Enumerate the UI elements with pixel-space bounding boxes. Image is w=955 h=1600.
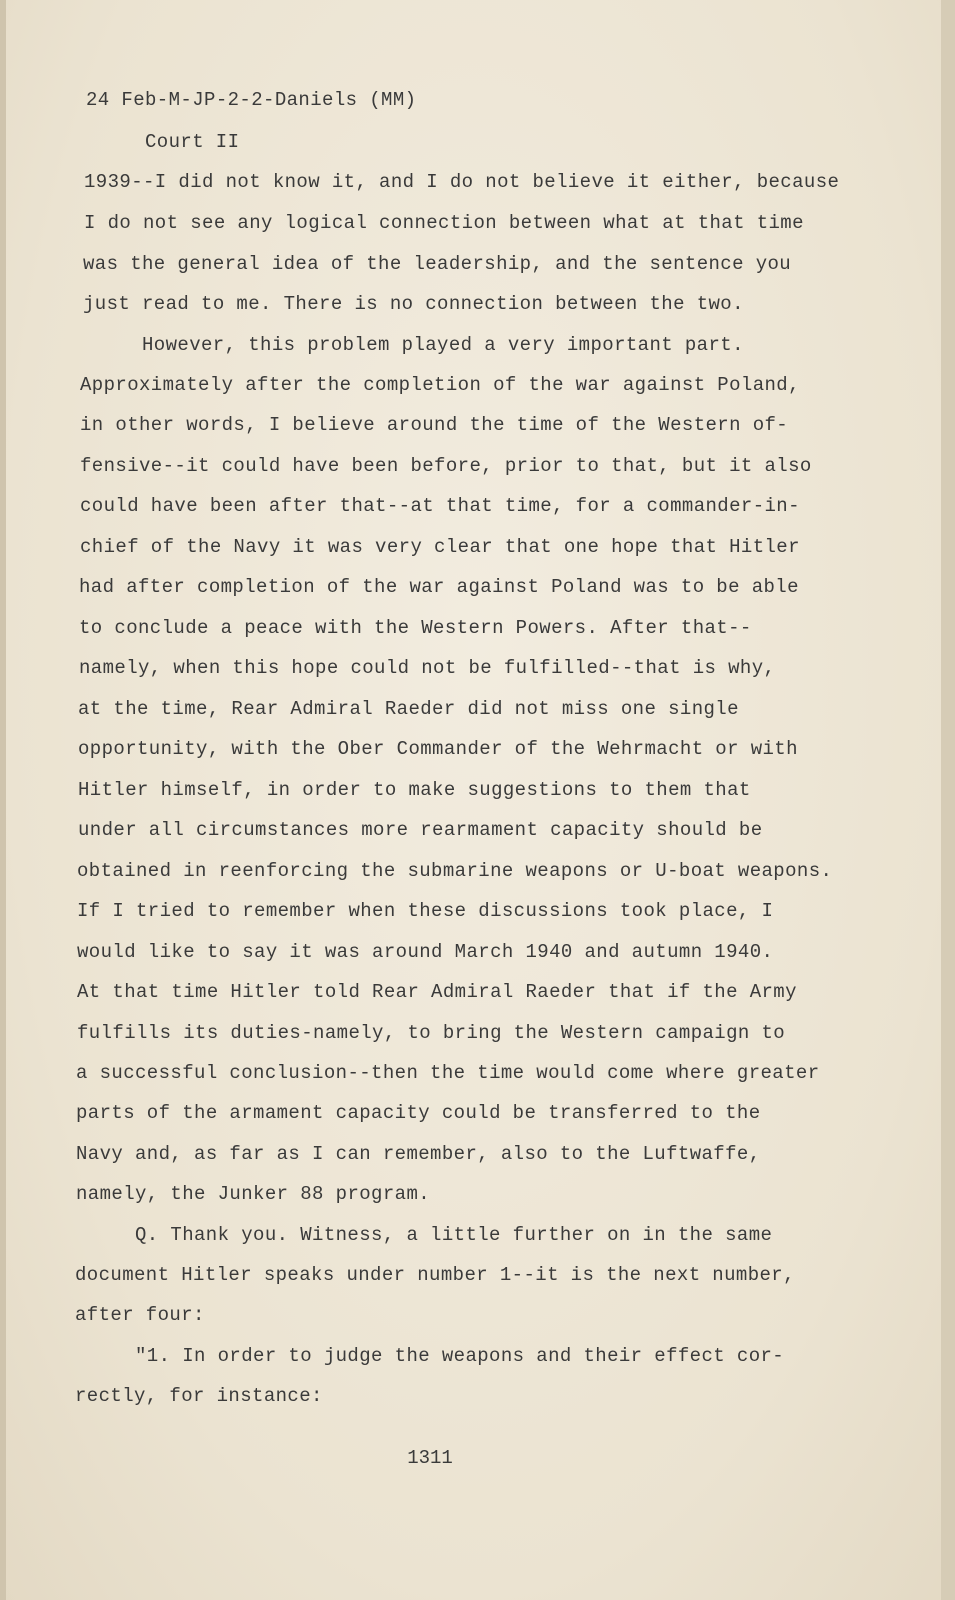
- page-right-edge: [941, 0, 955, 1600]
- body-line: obtained in reenforcing the submarine weapons or U-boat weapons.: [77, 860, 833, 882]
- body-line: under all circumstances more rearmament capacity should be: [78, 819, 763, 841]
- body-line: a successful conclusion--then the time would come where greater: [76, 1062, 820, 1084]
- page-number: 1311: [407, 1447, 453, 1469]
- body-line: If I tried to remember when these discussions took place, I: [77, 900, 774, 922]
- body-line: at the time, Rear Admiral Raeder did not miss one single: [78, 698, 739, 720]
- body-line: document Hitler speaks under number 1--it is the next number,: [75, 1264, 795, 1286]
- body-line: had after completion of the war against Poland was to be able: [79, 576, 799, 598]
- body-line: Navy and, as far as I can remember, also to the Luftwaffe,: [76, 1143, 761, 1165]
- body-line: fulfills its duties-namely, to bring the Western campaign to: [77, 1022, 786, 1044]
- body-line: namely, when this hope could not be fulfilled--that is why,: [79, 657, 776, 679]
- page-left-edge: [0, 0, 6, 1600]
- body-line: namely, the Junker 88 program.: [76, 1183, 431, 1205]
- body-line: fensive--it could have been before, prior to that, but it also: [80, 455, 812, 477]
- body-line: Approximately after the completion of the war against Poland,: [80, 374, 800, 396]
- body-line: Q. Thank you. Witness, a little further on in the same: [135, 1224, 773, 1246]
- body-line: was the general idea of the leadership, and the sentence you: [83, 253, 792, 275]
- body-line: parts of the armament capacity could be transferred to the: [76, 1102, 761, 1124]
- body-line: could have been after that--at that time, for a commander-in-: [80, 495, 800, 517]
- body-line: At that time Hitler told Rear Admiral Raeder that if the Army: [77, 981, 797, 1003]
- header-reference: 24 Feb-M-JP-2-2-Daniels (MM): [86, 89, 417, 111]
- body-line: 1939--I did not know it, and I do not believe it either, because: [84, 171, 840, 193]
- body-line: I do not see any logical connection between what at that time: [84, 212, 804, 234]
- body-line: However, this problem played a very important part.: [142, 334, 744, 356]
- body-line: would like to say it was around March 1940 and autumn 1940.: [77, 941, 774, 963]
- court-label: Court II: [145, 131, 240, 153]
- body-line: Hitler himself, in order to make suggestions to them that: [78, 779, 751, 801]
- body-line: just read to me. There is no connection between the two.: [83, 293, 744, 315]
- body-line: to conclude a peace with the Western Powers. After that--: [79, 617, 752, 639]
- body-line: after four:: [75, 1304, 205, 1326]
- body-line: "1. In order to judge the weapons and their effect cor-: [135, 1345, 785, 1367]
- body-line: chief of the Navy it was very clear that one hope that Hitler: [80, 536, 800, 558]
- body-line: rectly, for instance:: [75, 1385, 323, 1407]
- body-line: in other words, I believe around the time of the Western of-: [80, 414, 789, 436]
- body-line: opportunity, with the Ober Commander of the Wehrmacht or with: [78, 738, 798, 760]
